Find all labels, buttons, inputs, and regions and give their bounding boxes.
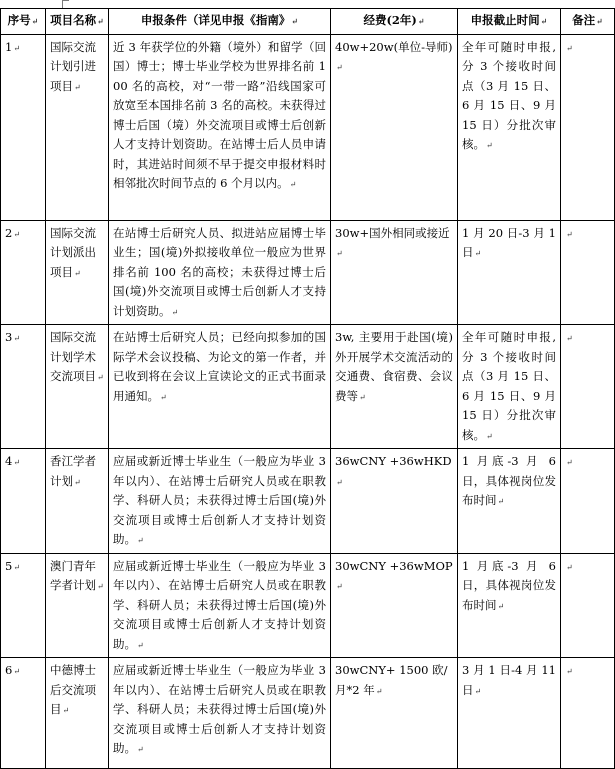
cell-note: ↵ bbox=[561, 449, 615, 554]
cell-funding: 40w+20w(单位-导师)↵ bbox=[331, 34, 458, 220]
cell-funding: 30wCNY+ 1500 欧/月*2 年↵ bbox=[331, 658, 458, 769]
cell-name: 中德博士后交流项目↵ bbox=[46, 658, 109, 769]
cell-conditions: 应届或新近博士毕业生（一般应为毕业 3 年以内）、在站博士后研究人员或在职教学、科研人员；未获得过博士后国(境)外交流项目或博士后创新人才支持计划资助。↵ bbox=[109, 553, 331, 658]
paragraph-corner-mark bbox=[62, 0, 69, 8]
cell-no: 3↵ bbox=[1, 325, 46, 449]
cell-conditions: 在站博士后研究人员；已经向拟参加的国际学术会议投稿、为论文的第一作者，并已收到将在会议上宣读论文的正式书面录用通知。↵ bbox=[109, 325, 331, 449]
header-funding: 经费(2年)↵ bbox=[331, 9, 458, 35]
cell-name: 国际交流计划派出项目↵ bbox=[46, 220, 109, 325]
project-table bbox=[0, 8, 615, 769]
table-row bbox=[1, 220, 615, 325]
cell-no: 2↵ bbox=[1, 220, 46, 325]
cell-deadline: 1 月底-3 月 6 日，具体视岗位发布时间↵ bbox=[458, 449, 561, 554]
cell-deadline: 3 月 1 日-4 月 11 日↵ bbox=[458, 658, 561, 769]
header-deadline: 申报截止时间↵ bbox=[458, 9, 561, 35]
cell-conditions: 应届或新近博士毕业生（一般应为毕业 3 年以内）、在站博士后研究人员或在职教学、科研人员；未获得过博士后国(境)外交流项目或博士后创新人才支持计划资助。↵ bbox=[109, 449, 331, 554]
cell-name: 澳门青年学者计划↵ bbox=[46, 553, 109, 658]
table-row bbox=[1, 658, 615, 769]
cell-note: ↵ bbox=[561, 553, 615, 658]
cell-note: ↵ bbox=[561, 34, 615, 220]
cell-no: 6↵ bbox=[1, 658, 46, 769]
table-row bbox=[1, 449, 615, 554]
cell-note: ↵ bbox=[561, 658, 615, 769]
cell-conditions: 在站博士后研究人员、拟进站应届博士毕业生；国(境)外拟接收单位一般应为世界排名前 100 名的高校；未获得过博士后国(境)外交流项目或博士后创新人才支持计划资助。↵ bbox=[109, 220, 331, 325]
cell-deadline: 1 月底-3 月 6 日，具体视岗位发布时间↵ bbox=[458, 553, 561, 658]
cell-note: ↵ bbox=[561, 220, 615, 325]
header-no: 序号↵ bbox=[1, 9, 46, 35]
table-row bbox=[1, 325, 615, 449]
cell-deadline: 1 月 20 日-3 月 1 日↵ bbox=[458, 220, 561, 325]
cell-funding: 36wCNY +36wHKD↵ bbox=[331, 449, 458, 554]
cell-name: 国际交流计划学术交流项目↵ bbox=[46, 325, 109, 449]
cell-funding: 30w+国外相同或接近↵ bbox=[331, 220, 458, 325]
cell-name: 香江学者计划↵ bbox=[46, 449, 109, 554]
table-row bbox=[1, 553, 615, 658]
cell-deadline: 全年可随时申报,分 3 个接收时间点（3 月 15 日、6 月 15 日、9 月 15 日）分批次审核。↵ bbox=[458, 325, 561, 449]
cell-note: ↵ bbox=[561, 325, 615, 449]
header-note: 备注↵ bbox=[561, 9, 615, 35]
header-name: 项目名称↵ bbox=[46, 9, 109, 35]
cell-name: 国际交流计划引进项目↵ bbox=[46, 34, 109, 220]
cell-funding: 3w, 主要用于赴国(境)外开展学术交流活动的交通费、食宿费、会议费等↵ bbox=[331, 325, 458, 449]
cell-conditions: 应届或新近博士毕业生（一般应为毕业 3 年以内）、在站博士后研究人员或在职教学、科研人员；未获得过博士后国(境)外交流项目或博士后创新人才支持计划资助。↵ bbox=[109, 658, 331, 769]
cell-no: 4↵ bbox=[1, 449, 46, 554]
cell-funding: 30wCNY +36wMOP↵ bbox=[331, 553, 458, 658]
table-row bbox=[1, 34, 615, 220]
cell-conditions: 近 3 年获学位的外籍（境外）和留学（回国）博士；博士毕业学校为世界排名前 100 名的高校，对“一带一路”沿线国家可放宽至本国排名前 3 名的高校。未获得过博士后国（境）外交流项目或博士后创新人才支持计划资助。在站博士后人员申请时，其进站时间须不早于提交申报材料时相邻批次时间节点的 6 个月以内。↵ bbox=[109, 34, 331, 220]
cell-no: 5↵ bbox=[1, 553, 46, 658]
header-conditions: 申报条件（详见申报《指南》↵ bbox=[109, 9, 331, 35]
cell-deadline: 全年可随时申报,分 3 个接收时间点（3 月 15 日、6 月 15 日、9 月 15 日）分批次审核。↵ bbox=[458, 34, 561, 220]
cell-no: 1↵ bbox=[1, 34, 46, 220]
header-row bbox=[1, 9, 615, 35]
